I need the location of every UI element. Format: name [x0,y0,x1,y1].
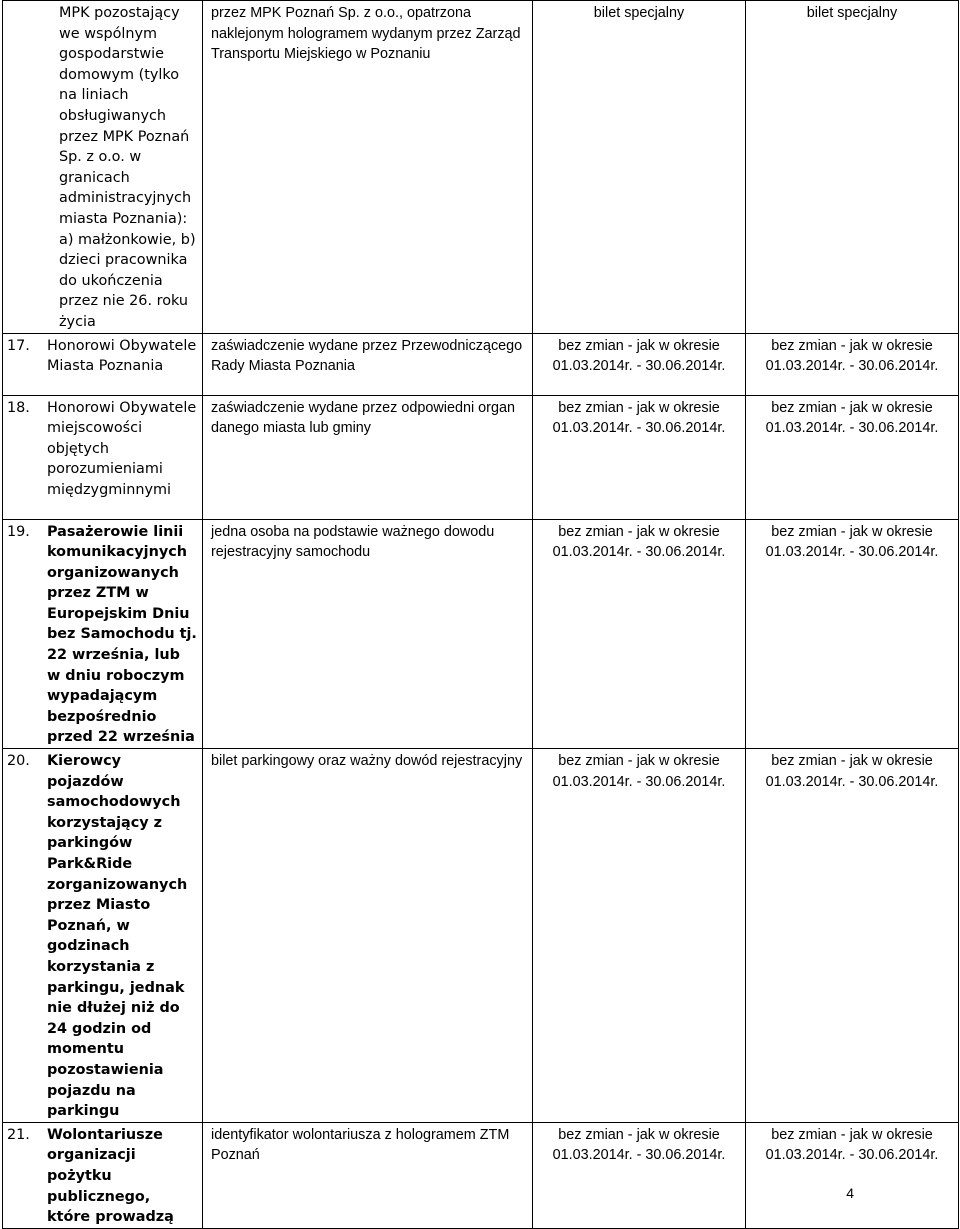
document-text: identyfikator wolontariusza z hologramem ZTM Poznań [211,1126,510,1164]
value-cell-b [746,519,959,749]
document-text: przez MPK Poznań Sp. z o.o., opatrzona naklejonym hologramem wydanym przez Zarząd Transportu Miejskiego w Poznaniu [211,5,521,63]
value-a-line1: bez zmian - jak w okresie [558,753,720,770]
document-cell [203,395,533,519]
value-b-line1: bez zmian - jak w okresie [771,523,933,540]
value-cell-b [746,749,959,1123]
value-cell-a [533,395,746,519]
value-cell-a [533,333,746,395]
category-text: Honorowi Obywatele Miasta Poznania [47,337,197,375]
category-cell [3,519,203,749]
value-cell-b [746,395,959,519]
category-cell [3,333,203,395]
value-cell-a [533,749,746,1123]
category-cell [3,395,203,519]
value-a-line2: 01.03.2014r. - 30.06.2014r. [552,420,726,437]
category-text: Pasażerowie linii komunikacyjnych organizowanych przez ZTM w Europejskim Dniu bez Samochodu tj. 22 września, lub w dniu roboczym wypadającym bezpośrednio przed 22 września [47,523,197,746]
value-cell-a [533,1122,746,1228]
document-text: jedna osoba na podstawie ważnego dowodu rejestracyjny samochodu [211,523,495,561]
document-cell [203,1122,533,1228]
value-cell-a [533,519,746,749]
category-text: Kierowcy pojazdów samochodowych korzystający z parkingów Park&Ride zorganizowanych przez Miasto Poznań, w godzinach korzystania z parkingu, jednak nie dłużej niż do 24 godzin od momentu pozostawienia pojazdu na parkingu [47,753,188,1120]
value-cell-a [533,1,746,334]
value-a-line1: bez zmian - jak w okresie [558,1126,720,1143]
page-number: 4 [846,1185,854,1201]
value-b-line2: 01.03.2014r. - 30.06.2014r. [765,544,939,561]
value-b-line2: 01.03.2014r. - 30.06.2014r. [765,358,939,375]
category-text: Honorowi Obywatele miejscowości objętych porozumieniami międzygminnymi [47,399,197,498]
category-cell [3,1122,203,1228]
value-b-line2: 01.03.2014r. - 30.06.2014r. [765,773,939,790]
row-number: 17. [7,337,30,354]
category-text: Wolontariusze organizacji pożytku publicznego, które prowadzą [47,1126,174,1226]
document-text: zaświadczenie wydane przez odpowiedni organ danego miasta lub gminy [211,399,515,437]
document-cell [203,1,533,334]
table-row [3,749,959,1123]
category-cell [3,1,203,334]
value-b-line1: bilet specjalny [806,5,898,21]
value-b-line2: 01.03.2014r. - 30.06.2014r. [765,1147,939,1164]
value-b-line1: bez zmian - jak w okresie [771,1126,933,1143]
document-text: zaświadczenie wydane przez Przewodniczącego Rady Miasta Poznania [211,337,523,375]
value-b-line2: 01.03.2014r. - 30.06.2014r. [765,420,939,437]
value-b-line1: bez zmian - jak w okresie [771,399,933,416]
value-cell-b [746,333,959,395]
row-number: 20. [7,753,30,770]
category-text: MPK pozostający we wspólnym gospodarstwie domowym (tylko na liniach obsługiwanych przez MPK Poznań Sp. z o.o. w granicach administracyjnych miasta Poznania): a) małżonkowie, b) dzieci pracownika do ukończenia przez nie 26. roku życia [59,5,196,330]
table-row [3,395,959,519]
table-row [3,1122,959,1228]
value-a-line2: 01.03.2014r. - 30.06.2014r. [552,358,726,375]
value-b-line1: bez zmian - jak w okresie [771,753,933,770]
document-cell [203,749,533,1123]
value-b-line1: bez zmian - jak w okresie [771,337,933,354]
value-a-line2: 01.03.2014r. - 30.06.2014r. [552,1147,726,1164]
value-a-line1: bez zmian - jak w okresie [558,523,720,540]
table-row [3,1,959,334]
row-number: 19. [7,523,30,540]
document-cell [203,333,533,395]
value-a-line1: bez zmian - jak w okresie [558,337,720,354]
row-number: 18. [7,399,30,416]
value-a-line2: 01.03.2014r. - 30.06.2014r. [552,544,726,561]
value-cell-b [746,1122,959,1228]
value-cell-b [746,1,959,334]
row-number: 21. [7,1126,30,1143]
value-a-line1: bez zmian - jak w okresie [558,399,720,416]
category-cell [3,749,203,1123]
table-row [3,519,959,749]
document-text: bilet parkingowy oraz ważny dowód rejestracyjny [211,753,523,770]
document-cell [203,519,533,749]
table-row [3,333,959,395]
value-a-line2: 01.03.2014r. - 30.06.2014r. [552,773,726,790]
value-a-line1: bilet specjalny [593,5,685,21]
discount-table [2,0,959,1229]
